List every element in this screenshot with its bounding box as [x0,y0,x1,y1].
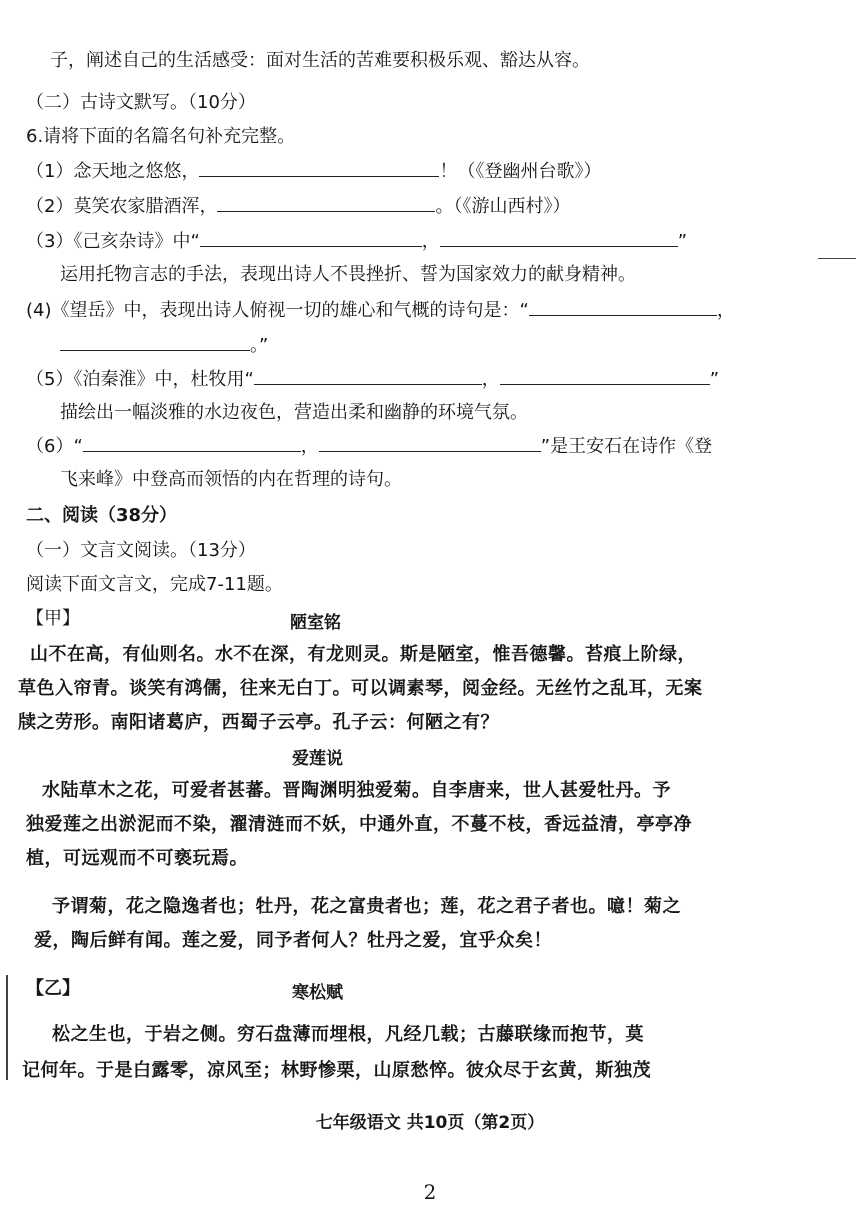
passage-line: 爱，陶后鲜有闻。莲之爱，同予者何人？牡丹之爱，宜乎众矣！ [34,930,552,951]
answer-blank[interactable] [83,433,301,452]
answer-blank[interactable] [254,366,482,385]
classical-reading-heading: （一）文言文阅读。（13分） [26,540,256,561]
answer-blank[interactable] [319,433,541,452]
section-heading-recitation: （二）古诗文默写。（10分） [26,92,256,113]
question-6-5-description: 描绘出一幅淡雅的水边夜色，营造出柔和幽静的环境气氛。 [60,402,528,423]
passage-line: 水陆草木之花，可爱者甚蕃。晋陶渊明独爱菊。自李唐来，世人甚爱牡丹。予 [42,780,671,801]
passage-line: 记何年。于是白露零，凉风至；林野惨栗，山原愁悴。彼众尽于玄黄，斯独茂 [22,1060,651,1081]
question-6-1: （1）念天地之悠悠， ！（《登幽州台歌》） [26,158,601,185]
answer-blank[interactable] [217,193,435,212]
page-footer: 七年级语文 共10页（第2页） [315,1113,545,1133]
intro-line: 子，阐述自己的生活感受：面对生活的苦难要积极乐观、豁达从容。 [50,50,590,71]
question-6-prompt: 6.请将下面的名篇名句补充完整。 [26,126,296,147]
reading-instructions: 阅读下面文言文，完成7-11题。 [26,574,283,595]
answer-blank[interactable] [529,297,717,316]
answer-blank[interactable] [199,158,439,177]
passage-line: 植，可远观而不可亵玩焉。 [26,848,248,869]
scan-edge-mark [818,258,856,259]
question-6-4-continuation: 。” [60,332,268,359]
passage-a-title-2: 爱莲说 [292,749,343,769]
answer-blank[interactable] [200,228,422,247]
passage-b-title: 寒松赋 [292,983,343,1003]
scan-left-rule [6,975,8,1080]
passage-a-tag: 【甲】 [26,608,80,629]
question-6-3: （3）《己亥杂诗》中“ ， ” [26,228,687,255]
answer-blank[interactable] [500,366,710,385]
question-6-3-description: 运用托物言志的手法，表现出诗人不畏挫折、誓为国家效力的献身精神。 [60,264,636,285]
question-6-2: （2）莫笑农家腊酒浑， 。（《游山西村》） [26,193,570,220]
part-two-heading: 二、阅读（38分） [26,505,178,526]
passage-line: 草色入帘青。谈笑有鸿儒，往来无白丁。可以调素琴，阅金经。无丝竹之乱耳，无案 [18,678,703,699]
answer-blank[interactable] [60,332,250,351]
passage-b-tag: 【乙】 [26,978,80,999]
passage-line: 山不在高，有仙则名。水不在深，有龙则灵。斯是陋室，惟吾德馨。苔痕上阶绿， [30,644,696,665]
passage-line: 予谓菊，花之隐逸者也；牡丹，花之富贵者也；莲，花之君子者也。噫！菊之 [52,896,681,917]
question-6-6: （6）“ ， ”是王安石在诗作《登 [26,433,712,460]
passage-line: 牍之劳形。南阳诸葛庐，西蜀子云亭。孔子云：何陋之有？ [18,712,499,733]
passage-line: 独爱莲之出淤泥而不染，濯清涟而不妖，中通外直，不蔓不枝，香远益清，亭亭净 [26,814,692,835]
question-6-5: （5）《泊秦淮》中，杜牧用“ ， ” [26,366,719,393]
passage-a-title-1: 陋室铭 [290,613,341,633]
answer-blank[interactable] [440,228,678,247]
question-6-4: (4)《望岳》中，表现出诗人俯视一切的雄心和气概的诗句是：“ ， [26,297,735,324]
passage-line: 松之生也，于岩之侧。穷石盘薄而埋根，凡经几载；古藤联缘而抱节，莫 [52,1024,644,1045]
page-number: 2 [423,1180,437,1204]
question-6-6-continuation: 飞来峰》中登高而领悟的内在哲理的诗句。 [60,469,402,490]
